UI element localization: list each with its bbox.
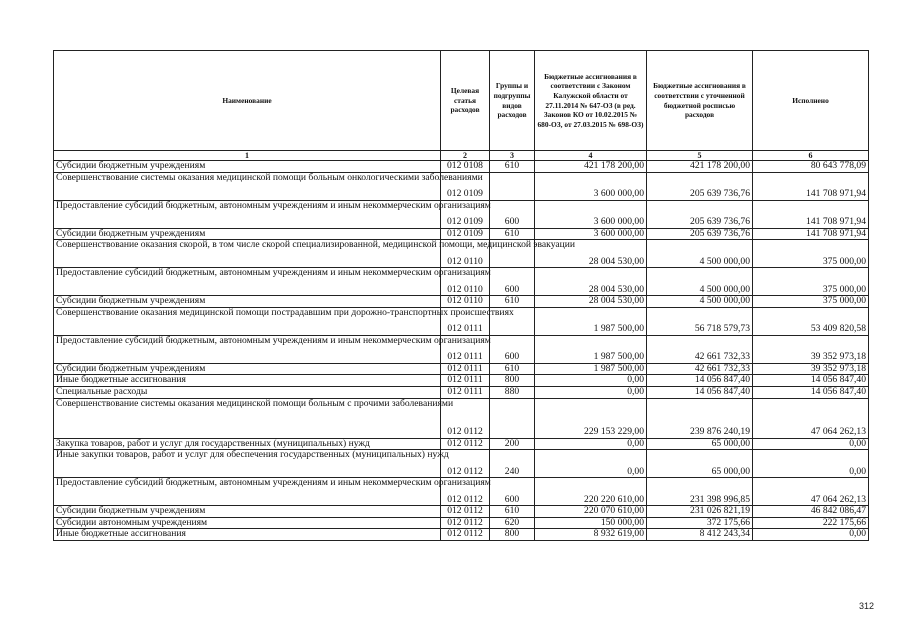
row-expense-group: 240 bbox=[490, 450, 535, 478]
row-target-article: 012 0111 bbox=[441, 386, 490, 398]
table-row bbox=[54, 438, 869, 450]
row-expense-group: 620 bbox=[490, 517, 535, 529]
row-expense-group: 610 bbox=[490, 363, 535, 375]
row-law-allocation: 0,00 bbox=[535, 386, 647, 398]
table-row bbox=[54, 161, 869, 173]
row-expense-group: 600 bbox=[490, 478, 535, 506]
table-row bbox=[54, 375, 869, 387]
row-expense-group: 880 bbox=[490, 386, 535, 398]
row-target-article: 012 0109 bbox=[441, 172, 490, 200]
row-expense-group: 610 bbox=[490, 228, 535, 240]
row-refined-allocation: 205 639 736,76 bbox=[647, 228, 753, 240]
row-law-allocation: 1 987 500,00 bbox=[535, 335, 647, 363]
row-refined-allocation: 421 178 200,00 bbox=[647, 161, 753, 173]
row-target-article: 012 0109 bbox=[441, 200, 490, 228]
row-name: Субсидии бюджетным учреждениям bbox=[54, 506, 441, 518]
row-target-article: 012 0112 bbox=[441, 438, 490, 450]
row-name: Иные бюджетные ассигнования bbox=[54, 375, 441, 387]
row-target-article: 012 0110 bbox=[441, 296, 490, 308]
row-executed: 46 842 086,47 bbox=[753, 506, 869, 518]
row-name: Иные бюджетные ассигнования bbox=[54, 529, 441, 541]
column-number: 1 bbox=[54, 151, 441, 161]
row-refined-allocation: 4 500 000,00 bbox=[647, 296, 753, 308]
table-row bbox=[54, 529, 869, 541]
row-target-article: 012 0112 bbox=[441, 450, 490, 478]
row-law-allocation: 28 004 530,00 bbox=[535, 240, 647, 268]
row-refined-allocation: 8 412 243,34 bbox=[647, 529, 753, 541]
column-number: 3 bbox=[490, 151, 535, 161]
column-number-row bbox=[54, 151, 869, 161]
row-expense-group: 600 bbox=[490, 200, 535, 228]
row-name: Совершенствование оказания медицинской помощи пострадавшим при дорожно-транспортных происшествиях bbox=[54, 307, 441, 335]
row-target-article: 012 0112 bbox=[441, 529, 490, 541]
row-expense-group bbox=[490, 398, 535, 438]
row-executed: 375 000,00 bbox=[753, 240, 869, 268]
row-law-allocation: 229 153 229,00 bbox=[535, 398, 647, 438]
row-name: Специальные расходы bbox=[54, 386, 441, 398]
page-number: 312 bbox=[859, 601, 875, 611]
row-refined-allocation: 205 639 736,76 bbox=[647, 172, 753, 200]
row-law-allocation: 0,00 bbox=[535, 375, 647, 387]
row-refined-allocation: 205 639 736,76 bbox=[647, 200, 753, 228]
row-refined-allocation: 4 500 000,00 bbox=[647, 268, 753, 296]
row-executed: 47 064 262,13 bbox=[753, 398, 869, 438]
row-executed: 0,00 bbox=[753, 450, 869, 478]
row-executed: 39 352 973,18 bbox=[753, 363, 869, 375]
row-law-allocation: 8 932 619,00 bbox=[535, 529, 647, 541]
row-expense-group: 610 bbox=[490, 296, 535, 308]
row-name: Субсидии бюджетным учреждениям bbox=[54, 228, 441, 240]
row-expense-group: 200 bbox=[490, 438, 535, 450]
row-refined-allocation: 65 000,00 bbox=[647, 438, 753, 450]
row-law-allocation: 421 178 200,00 bbox=[535, 161, 647, 173]
table-row bbox=[54, 268, 869, 296]
table-row bbox=[54, 386, 869, 398]
table-row bbox=[54, 200, 869, 228]
row-name: Предоставление субсидий бюджетным, автономным учреждениям и иным некоммерческим организациям bbox=[54, 200, 441, 228]
row-target-article: 012 0110 bbox=[441, 240, 490, 268]
table-row bbox=[54, 363, 869, 375]
row-target-article: 012 0112 bbox=[441, 398, 490, 438]
table-row bbox=[54, 506, 869, 518]
row-law-allocation: 150 000,00 bbox=[535, 517, 647, 529]
row-name: Совершенствование системы оказания медицинской помощи больным онкологическими заболеваниями bbox=[54, 172, 441, 200]
row-name: Субсидии бюджетным учреждениям bbox=[54, 296, 441, 308]
row-target-article: 012 0112 bbox=[441, 478, 490, 506]
table-row bbox=[54, 398, 869, 438]
row-law-allocation: 220 070 610,00 bbox=[535, 506, 647, 518]
table-row bbox=[54, 240, 869, 268]
row-law-allocation: 0,00 bbox=[535, 450, 647, 478]
row-executed: 53 409 820,58 bbox=[753, 307, 869, 335]
header-refined-allocations: Бюджетные ассигнования в соответствии с уточненной бюджетной росписью расходов bbox=[647, 51, 753, 151]
row-target-article: 012 0112 bbox=[441, 506, 490, 518]
row-executed: 375 000,00 bbox=[753, 268, 869, 296]
column-number: 6 bbox=[753, 151, 869, 161]
table-row bbox=[54, 296, 869, 308]
table-body bbox=[54, 161, 869, 541]
row-target-article: 012 0111 bbox=[441, 335, 490, 363]
row-name: Субсидии бюджетным учреждениям bbox=[54, 363, 441, 375]
row-executed: 47 064 262,13 bbox=[753, 478, 869, 506]
row-refined-allocation: 231 398 996,85 bbox=[647, 478, 753, 506]
column-number: 5 bbox=[647, 151, 753, 161]
header-name: Наименование bbox=[54, 51, 441, 151]
row-name: Предоставление субсидий бюджетным, автономным учреждениям и иным некоммерческим организациям bbox=[54, 478, 441, 506]
row-executed: 14 056 847,40 bbox=[753, 375, 869, 387]
row-executed: 222 175,66 bbox=[753, 517, 869, 529]
row-name: Совершенствование оказания скорой, в том числе скорой специализированной, медицинской помощи, медицинской эвакуации bbox=[54, 240, 441, 268]
column-number: 2 bbox=[441, 151, 490, 161]
row-refined-allocation: 42 661 732,33 bbox=[647, 335, 753, 363]
row-executed: 14 056 847,40 bbox=[753, 386, 869, 398]
row-law-allocation: 3 600 000,00 bbox=[535, 200, 647, 228]
table-row bbox=[54, 450, 869, 478]
row-law-allocation: 3 600 000,00 bbox=[535, 172, 647, 200]
row-target-article: 012 0111 bbox=[441, 307, 490, 335]
row-target-article: 012 0108 bbox=[441, 161, 490, 173]
row-refined-allocation: 42 661 732,33 bbox=[647, 363, 753, 375]
row-executed: 80 643 778,09 bbox=[753, 161, 869, 173]
row-name: Субсидии бюджетным учреждениям bbox=[54, 161, 441, 173]
row-refined-allocation: 372 175,66 bbox=[647, 517, 753, 529]
row-expense-group: 800 bbox=[490, 529, 535, 541]
row-refined-allocation: 239 876 240,19 bbox=[647, 398, 753, 438]
row-name: Совершенствование системы оказания медицинской помощи больным с прочими заболеваниями bbox=[54, 398, 441, 438]
table-row bbox=[54, 517, 869, 529]
header-law-allocations: Бюджетные ассигнования в соответствии с Законом Калужской области от 27.11.2014 № 647-ОЗ (в ред. Законов КО от 10.02.2015 № 680-ОЗ, от 27.03.2015 № 698-ОЗ) bbox=[535, 51, 647, 151]
row-target-article: 012 0109 bbox=[441, 228, 490, 240]
row-name: Предоставление субсидий бюджетным, автономным учреждениям и иным некоммерческим организациям bbox=[54, 268, 441, 296]
row-target-article: 012 0112 bbox=[441, 517, 490, 529]
row-target-article: 012 0111 bbox=[441, 363, 490, 375]
row-executed: 39 352 973,18 bbox=[753, 335, 869, 363]
row-refined-allocation: 56 718 579,73 bbox=[647, 307, 753, 335]
budget-table bbox=[53, 50, 869, 541]
row-law-allocation: 28 004 530,00 bbox=[535, 268, 647, 296]
row-executed: 141 708 971,94 bbox=[753, 172, 869, 200]
header-expense-group: Группы и подгруппы видов расходов bbox=[490, 51, 535, 151]
table-row bbox=[54, 172, 869, 200]
header-executed: Исполнено bbox=[753, 51, 869, 151]
row-executed: 0,00 bbox=[753, 529, 869, 541]
row-executed: 0,00 bbox=[753, 438, 869, 450]
row-law-allocation: 3 600 000,00 bbox=[535, 228, 647, 240]
row-refined-allocation: 14 056 847,40 bbox=[647, 375, 753, 387]
row-expense-group: 600 bbox=[490, 335, 535, 363]
row-refined-allocation: 65 000,00 bbox=[647, 450, 753, 478]
row-name: Закупка товаров, работ и услуг для государственных (муниципальных) нужд bbox=[54, 438, 441, 450]
row-executed: 375 000,00 bbox=[753, 296, 869, 308]
row-name: Предоставление субсидий бюджетным, автономным учреждениям и иным некоммерческим организациям bbox=[54, 335, 441, 363]
row-target-article: 012 0111 bbox=[441, 375, 490, 387]
row-refined-allocation: 231 026 821,19 bbox=[647, 506, 753, 518]
row-expense-group: 610 bbox=[490, 506, 535, 518]
row-executed: 141 708 971,94 bbox=[753, 200, 869, 228]
row-expense-group: 600 bbox=[490, 268, 535, 296]
table-row bbox=[54, 307, 869, 335]
row-refined-allocation: 14 056 847,40 bbox=[647, 386, 753, 398]
row-name: Иные закупки товаров, работ и услуг для обеспечения государственных (муниципальных) нужд bbox=[54, 450, 441, 478]
row-law-allocation: 0,00 bbox=[535, 438, 647, 450]
row-expense-group: 800 bbox=[490, 375, 535, 387]
table-row bbox=[54, 228, 869, 240]
row-name: Субсидии автономным учреждениям bbox=[54, 517, 441, 529]
row-executed: 141 708 971,94 bbox=[753, 228, 869, 240]
table-row bbox=[54, 478, 869, 506]
row-law-allocation: 1 987 500,00 bbox=[535, 307, 647, 335]
row-law-allocation: 28 004 530,00 bbox=[535, 296, 647, 308]
row-expense-group bbox=[490, 172, 535, 200]
row-refined-allocation: 4 500 000,00 bbox=[647, 240, 753, 268]
header-row bbox=[54, 51, 869, 151]
row-law-allocation: 1 987 500,00 bbox=[535, 363, 647, 375]
column-number: 4 bbox=[535, 151, 647, 161]
row-law-allocation: 220 220 610,00 bbox=[535, 478, 647, 506]
table-row bbox=[54, 335, 869, 363]
row-target-article: 012 0110 bbox=[441, 268, 490, 296]
row-expense-group: 610 bbox=[490, 161, 535, 173]
header-target-article: Целевая статья расходов bbox=[441, 51, 490, 151]
